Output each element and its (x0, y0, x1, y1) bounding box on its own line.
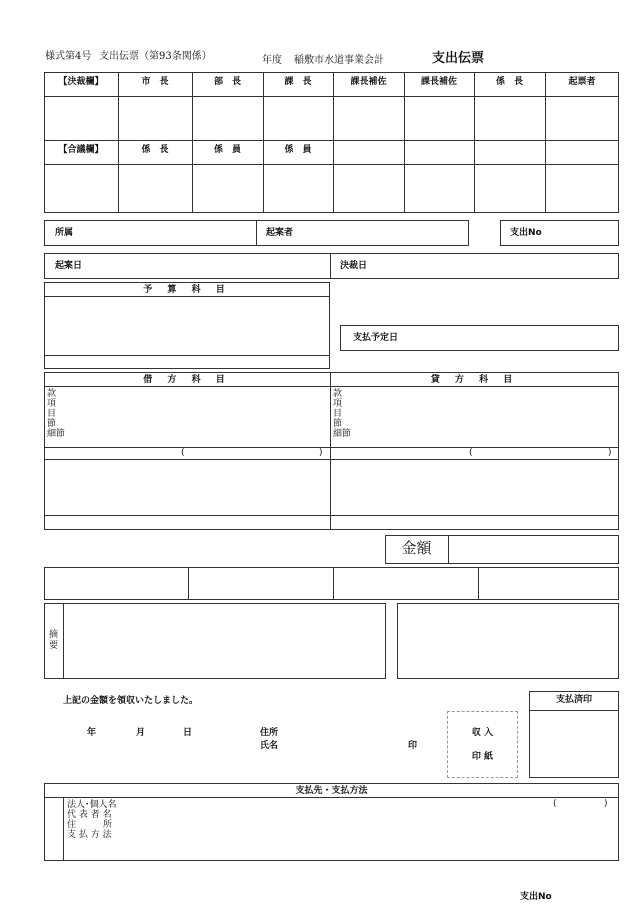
credit-level-kou: 項 (333, 399, 343, 409)
approval-header-director: 部 長 (213, 77, 241, 87)
fiscal-year-label: 年度 (262, 55, 282, 66)
debit-levels (47, 389, 65, 439)
credit-level-setsu: 節 (333, 419, 343, 429)
form-number: 様式第4号 (45, 51, 92, 62)
debit-header: 借 方 科 目 (143, 375, 231, 385)
debit-paren-close: ) (319, 448, 323, 458)
receipt-month: 月 (136, 728, 146, 738)
payee-field-name: 法人･個人名 (67, 800, 117, 810)
receipt-seal: 印 (408, 741, 418, 751)
summary-right-box (397, 603, 619, 679)
approval-grid (44, 72, 619, 213)
credit-header: 貸 方 科 目 (430, 375, 519, 385)
scheduled-date-label: 支払予定日 (353, 333, 399, 343)
approval-header-mayor: 市 長 (141, 77, 169, 87)
credit-paren-open: ( (469, 448, 473, 458)
consultation-header-staff-2: 係 員 (284, 145, 312, 155)
page-title: 支出伝票 (432, 51, 485, 66)
consultation-header-staff-1: 係 員 (213, 145, 241, 155)
draft-date-label: 起案日 (55, 261, 83, 271)
approval-header-assistant-1: 課長補佐 (350, 77, 387, 87)
paid-stamp-label: 支払済印 (555, 695, 592, 705)
payee-header: 支払先・支払方法 (295, 786, 368, 796)
payee-paren-close: ) (604, 799, 608, 809)
amount-label: 金額 (401, 539, 432, 557)
budget-items-header: 予 算 科 目 (143, 285, 231, 295)
consultation-section-label: 【合議欄】 (58, 145, 104, 155)
receipt-year: 年 (87, 728, 97, 738)
receipt-name-label: 氏名 (260, 741, 279, 751)
summary-box (44, 603, 386, 679)
credit-level-saisetsu: 細節 (333, 429, 352, 439)
receipt-address-label: 住所 (260, 728, 279, 738)
footer-payment-no-label: 支出No (520, 892, 552, 902)
revenue-stamp-line1: 収 入 (471, 728, 494, 738)
payee-field-address: 住 所 (67, 820, 113, 830)
consultation-header-unit-chief: 係 長 (141, 145, 169, 155)
approval-header-drafter: 起票者 (568, 77, 596, 87)
credit-paren-close: ) (608, 448, 612, 458)
drafter-label: 起案者 (266, 228, 294, 238)
payee-field-payment-method: 支 払 方 法 (67, 830, 112, 840)
credit-level-moku: 目 (333, 409, 343, 419)
revenue-stamp-line2: 印 紙 (471, 752, 494, 762)
debit-level-kan: 款 (47, 389, 57, 399)
debit-level-setsu: 節 (47, 419, 57, 429)
payee-paren-open: ( (553, 799, 557, 809)
payee-fields (67, 800, 117, 840)
debit-paren-open: ( (181, 448, 185, 458)
decision-date-label: 決裁日 (340, 261, 368, 271)
approval-header-assistant-2: 課長補佐 (420, 77, 457, 87)
form-name: 支出伝票（第93条関係） (99, 51, 212, 62)
payment-no-label: 支出No (510, 228, 542, 238)
summary-label: 摘要 (49, 630, 59, 651)
credit-level-kan: 款 (333, 389, 343, 399)
organization-name: 稲敷市水道事業会計 (294, 55, 384, 66)
dates-box (44, 253, 619, 279)
debit-level-moku: 目 (47, 409, 57, 419)
receipt-text: 上記の金額を領収いたしました。 (63, 696, 199, 706)
receipt-day: 日 (183, 728, 193, 738)
credit-levels (333, 389, 351, 439)
approval-section-label: 【決裁欄】 (58, 77, 104, 87)
dept-label: 所属 (55, 228, 74, 238)
revenue-stamp-box (447, 711, 518, 778)
approval-header-unit-chief: 係 長 (495, 77, 523, 87)
debit-level-kou: 項 (47, 399, 57, 409)
amount-breakdown-row (44, 567, 619, 600)
payee-field-representative: 代 表 者 名 (67, 810, 112, 820)
debit-level-saisetsu: 細節 (47, 429, 66, 439)
approval-header-section-chief: 課 長 (284, 77, 312, 87)
accounts-box (44, 372, 619, 530)
